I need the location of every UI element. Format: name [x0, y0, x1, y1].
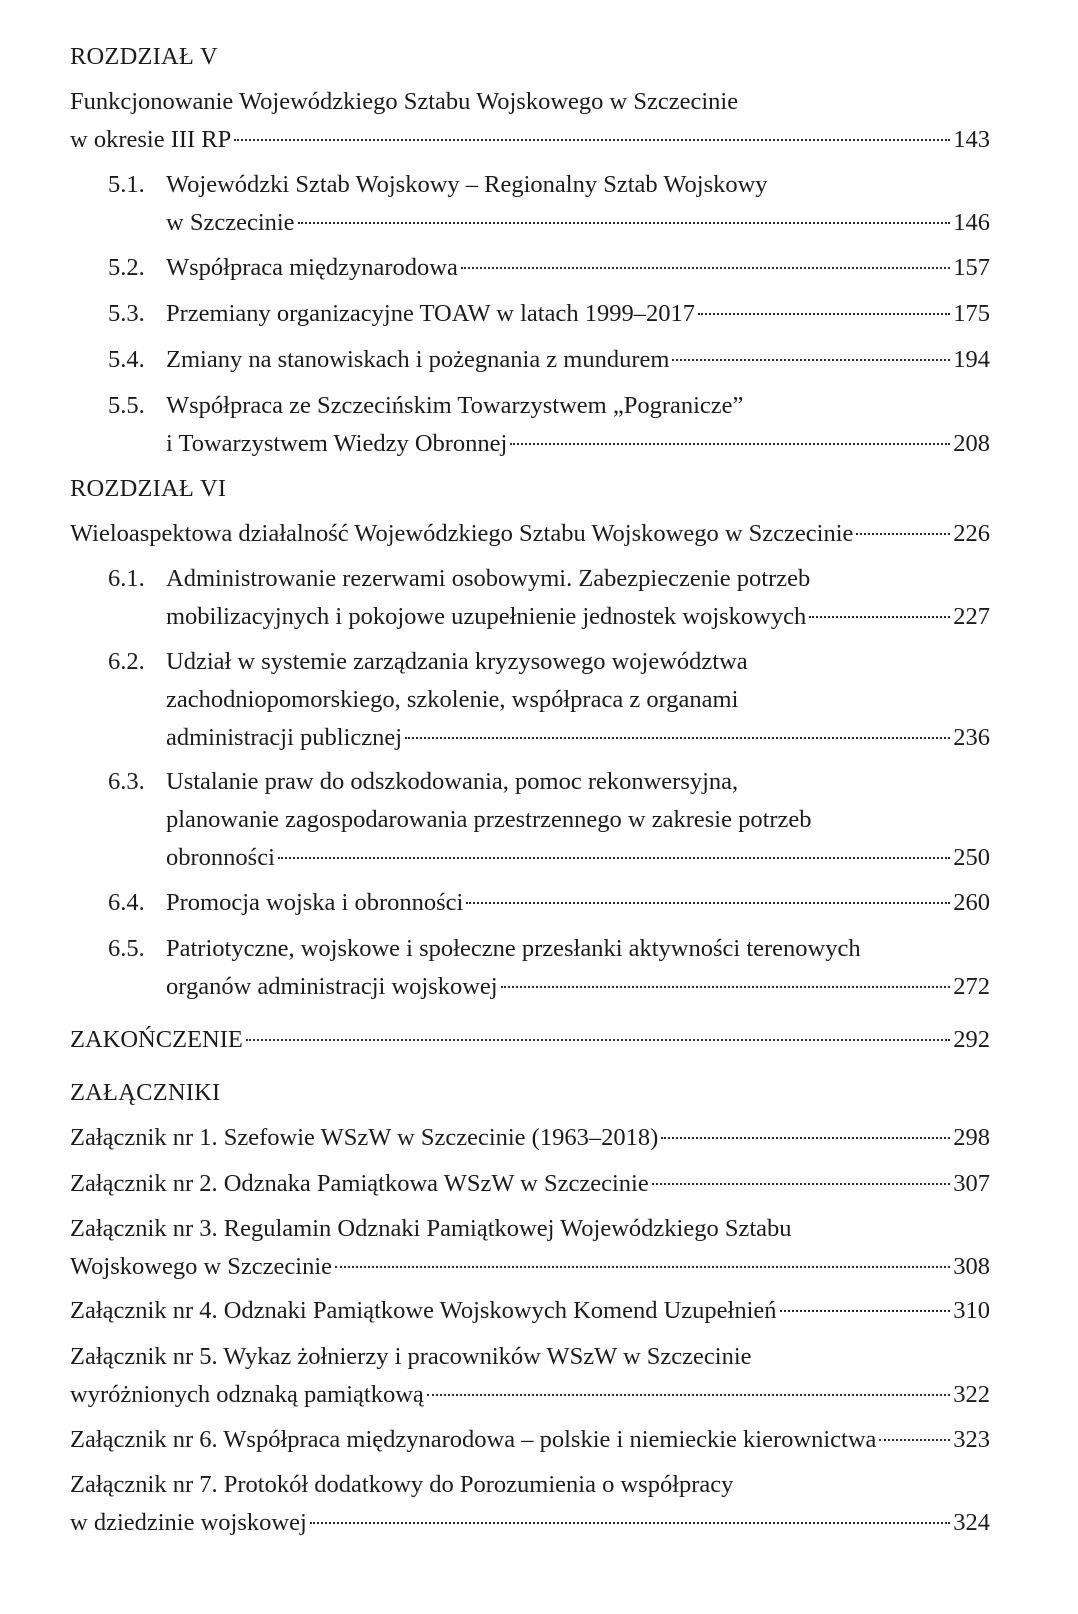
chapter-5-title-line-1: Funkcjonowanie Wojewódzkiego Sztabu Wojskowego w Szczecinie: [70, 88, 739, 115]
appendices-heading: ZAŁĄCZNIKI: [70, 1079, 221, 1106]
chapter-6-title: Wieloaspektowa działalność Wojewódzkiego Sztabu Wojskowego w Szczecinie: [70, 520, 854, 547]
toc-entry-appendix-2[interactable]: [70, 1165, 990, 1203]
page-number: 208: [953, 430, 990, 457]
toc-entry-5-5[interactable]: [108, 387, 990, 463]
toc-entry-5-2[interactable]: [108, 249, 990, 287]
dot-leader: [405, 737, 950, 739]
entry-title-last-line: Załącznik nr 4. Odznaki Pamiątkowe Wojskowych Komend Uzupełnień: [70, 1297, 777, 1324]
entry-title-line-1: Patriotyczne, wojskowe i społeczne przesłanki aktywności terenowych: [166, 935, 861, 962]
page-number: 250: [953, 844, 990, 871]
dot-leader: [856, 533, 950, 535]
toc-entry-appendix-4[interactable]: [70, 1292, 990, 1330]
entry-title-last-line: wyróżnionych odznaką pamiątkową: [70, 1381, 424, 1408]
page-number: 226: [953, 520, 990, 547]
toc-entry-appendix-6[interactable]: [70, 1421, 990, 1459]
dot-leader: [652, 1183, 951, 1185]
dot-leader: [427, 1394, 950, 1396]
section-number: 5.3.: [108, 300, 145, 327]
page-number: 324: [953, 1509, 990, 1536]
entry-title-line-2: zachodniopomorskiego, szkolenie, współpraca z organami: [166, 686, 739, 713]
chapter-5-heading: ROZDZIAŁ V: [70, 43, 218, 70]
toc-entry-appendix-5[interactable]: [70, 1338, 990, 1414]
dot-leader: [278, 857, 950, 859]
page-number: 236: [953, 724, 990, 751]
entry-title-line-2: planowanie zagospodarowania przestrzennego w zakresie potrzeb: [166, 806, 812, 833]
page-number: 323: [953, 1426, 990, 1453]
page-number: 272: [953, 973, 990, 1000]
section-number: 6.5.: [108, 935, 145, 962]
section-number: 5.1.: [108, 171, 145, 198]
entry-title-last-line: i Towarzystwem Wiedzy Obronnej: [166, 430, 508, 457]
entry-title-last-line: administracji publicznej: [166, 724, 403, 751]
page-number: 310: [953, 1297, 990, 1324]
toc-entry-appendix-7[interactable]: [70, 1466, 990, 1542]
toc-entry-appendix-3[interactable]: [70, 1210, 990, 1286]
toc-entry-5-1[interactable]: [108, 166, 990, 242]
page-number: 322: [953, 1381, 990, 1408]
page-number: 307: [953, 1170, 990, 1197]
toc-entry-6-2[interactable]: [108, 643, 990, 757]
dot-leader: [672, 359, 950, 361]
entry-title-last-line: Współpraca międzynarodowa: [166, 254, 458, 281]
entry-title-last-line: Zmiany na stanowiskach i pożegnania z mundurem: [166, 346, 670, 373]
dot-leader: [780, 1310, 951, 1312]
dot-leader: [298, 222, 951, 224]
page-number: 157: [953, 254, 990, 281]
entry-title-line-1: Administrowanie rezerwami osobowymi. Zabezpieczenie potrzeb: [166, 565, 811, 592]
dot-leader: [510, 443, 950, 445]
entry-title-last-line: Promocja wojska i obronności: [166, 889, 464, 916]
chapter-6-heading: ROZDZIAŁ VI: [70, 475, 227, 502]
entry-title-last-line: Wojskowego w Szczecinie: [70, 1253, 332, 1280]
entry-title-last-line: obronności: [166, 844, 275, 871]
toc-entry-6-3[interactable]: [108, 763, 990, 877]
entry-title-last-line: w dziedzinie wojskowej: [70, 1509, 307, 1536]
toc-entry-5-3[interactable]: [108, 295, 990, 333]
page-number: 298: [953, 1124, 990, 1151]
entry-title-last-line: w Szczecinie: [166, 209, 295, 236]
dot-leader: [310, 1522, 950, 1524]
dot-leader: [246, 1039, 950, 1041]
section-number: 6.2.: [108, 648, 145, 675]
dot-leader: [234, 139, 950, 141]
section-number: 6.4.: [108, 889, 145, 916]
conclusion-title: ZAKOŃCZENIE: [70, 1026, 243, 1053]
dot-leader: [879, 1439, 950, 1441]
entry-title-last-line: Załącznik nr 6. Współpraca międzynarodowa – polskie i niemieckie kierownictwa: [70, 1426, 877, 1453]
page-number: 146: [953, 209, 990, 236]
entry-title-line-1: Udział w systemie zarządzania kryzysowego województwa: [166, 648, 748, 675]
dot-leader: [809, 616, 950, 618]
dot-leader: [661, 1137, 950, 1139]
page-number: 194: [953, 346, 990, 373]
entry-title-last-line: organów administracji wojskowej: [166, 973, 498, 1000]
dot-leader: [698, 313, 950, 315]
dot-leader: [466, 902, 950, 904]
entry-title-last-line: mobilizacyjnych i pokojowe uzupełnienie jednostek wojskowych: [166, 603, 807, 630]
dot-leader: [335, 1266, 950, 1268]
entry-title-line-1: Załącznik nr 3. Regulamin Odznaki Pamiątkowej Wojewódzkiego Sztabu: [70, 1215, 792, 1242]
section-number: 5.5.: [108, 392, 145, 419]
toc-entry-6-5[interactable]: [108, 930, 990, 1006]
entry-title-last-line: Załącznik nr 2. Odznaka Pamiątkowa WSzW w Szczecinie: [70, 1170, 649, 1197]
chapter-6-title-entry[interactable]: [70, 515, 990, 553]
entry-title-line-1: Współpraca ze Szczecińskim Towarzystwem „Pogranicze”: [166, 392, 744, 419]
dot-leader: [501, 986, 951, 988]
chapter-5-title-entry[interactable]: [70, 83, 990, 159]
entry-title-line-1: Załącznik nr 5. Wykaz żołnierzy i pracowników WSzW w Szczecinie: [70, 1343, 752, 1370]
toc-entry-6-1[interactable]: [108, 560, 990, 636]
toc-entry-appendix-1[interactable]: [70, 1119, 990, 1157]
entry-title-line-1: Załącznik nr 7. Protokół dodatkowy do Porozumienia o współpracy: [70, 1471, 734, 1498]
entry-title-line-1: Wojewódzki Sztab Wojskowy – Regionalny Sztab Wojskowy: [166, 171, 768, 198]
section-number: 6.1.: [108, 565, 145, 592]
section-number: 6.3.: [108, 768, 145, 795]
toc-entry-6-4[interactable]: [108, 884, 990, 922]
toc-entry-5-4[interactable]: [108, 341, 990, 379]
section-number: 5.4.: [108, 346, 145, 373]
page-number: 292: [953, 1026, 990, 1053]
page-number: 143: [953, 126, 990, 153]
toc-entry-conclusion[interactable]: [70, 1021, 990, 1059]
entry-title-last-line: Przemiany organizacyjne TOAW w latach 1999–2017: [166, 300, 695, 327]
section-number: 5.2.: [108, 254, 145, 281]
page-number: 260: [953, 889, 990, 916]
page-number: 175: [953, 300, 990, 327]
chapter-5-title-line-2: w okresie III RP: [70, 126, 232, 153]
page-number: 308: [953, 1253, 990, 1280]
entry-title-last-line: Załącznik nr 1. Szefowie WSzW w Szczecinie (1963–2018): [70, 1124, 659, 1151]
dot-leader: [461, 267, 950, 269]
page-number: 227: [953, 603, 990, 630]
entry-title-line-1: Ustalanie praw do odszkodowania, pomoc rekonwersyjna,: [166, 768, 739, 795]
